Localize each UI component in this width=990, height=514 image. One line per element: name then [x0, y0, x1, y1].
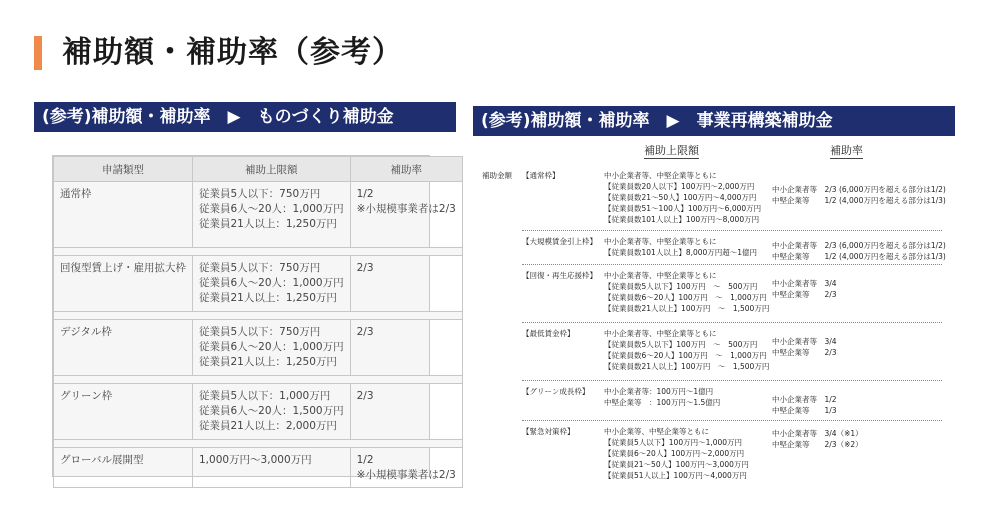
- rate-line: 1/2: [356, 454, 374, 466]
- row-limit: [193, 320, 351, 376]
- amount-line: 【従業員数6～20人】100万円 ～ 1,000万円: [604, 351, 767, 360]
- rate-line: 中小企業者等 3/4（※1）: [772, 429, 863, 438]
- amount-line: 【従業員数5人以下】100万円 ～ 500万円: [604, 282, 758, 291]
- title-accent-bar: [34, 36, 42, 70]
- amount-line: 【従業員数21～50人】100万円～4,000万円: [604, 193, 757, 202]
- limit-line: 従業員5人以下：750万円: [199, 188, 321, 200]
- rate-line: 2/3: [356, 390, 374, 402]
- limit-line: 従業員5人以下：1,000万円: [199, 390, 331, 402]
- table-row: [54, 384, 463, 440]
- rate-cell: [772, 428, 863, 450]
- row-gap: [54, 376, 463, 384]
- rate-line: 中小企業者等 3/4: [772, 337, 837, 346]
- limit-line: 従業員6人～20人：1,000万円: [199, 203, 344, 215]
- row-separator: [522, 264, 942, 265]
- row-gap-cell: [54, 248, 463, 256]
- table-header-row: [54, 157, 463, 182]
- amount-line: 中堅企業等 ：100万円～1.5億円: [604, 398, 721, 407]
- table-row: [54, 182, 463, 248]
- rate-line: 中小企業者等 3/4: [772, 279, 837, 288]
- amount-line: 【従業員数101人以上】8,000万円超～1億円: [604, 248, 758, 257]
- row-gap: [54, 440, 463, 448]
- row-limit: [193, 182, 351, 248]
- row-separator: [522, 420, 942, 421]
- rate-cell: [772, 184, 946, 206]
- row-type: グリーン枠: [54, 384, 193, 440]
- category-label: 【最低賃金枠】: [522, 329, 575, 338]
- limit-line: 従業員21人以上：1,250万円: [199, 218, 337, 230]
- rate-cell: [772, 336, 837, 358]
- amount-line: 【従業員21～50人】100万円～3,000万円: [604, 460, 749, 469]
- amount-line: 中小企業者等、中堅企業等ともに: [604, 271, 717, 280]
- rate-line: 2/3: [356, 262, 374, 274]
- rate-line: 2/3: [356, 326, 374, 338]
- header-type: 申請類型: [54, 157, 193, 182]
- row-rate: [350, 320, 462, 376]
- rate-line: 中堅企業等 1/2 (4,000万円を超える部分は1/3): [772, 252, 946, 261]
- row-gap-cell: [54, 312, 463, 320]
- row-type: デジタル枠: [54, 320, 193, 376]
- category-label: 【大規模賃金引上枠】: [522, 237, 597, 246]
- row-limit: [193, 384, 351, 440]
- header-limit: 補助上限額: [193, 157, 351, 182]
- rate-line: 中堅企業等 1/3: [772, 406, 837, 415]
- rate-cell: [772, 278, 837, 300]
- rate-line: ※小規模事業者は2/3: [356, 203, 456, 215]
- limit-line: 従業員21人以上：1,250万円: [199, 292, 337, 304]
- limit-line: 従業員21人以上：1,250万円: [199, 356, 337, 368]
- amount-line: 【従業員5人以下】100万円～1,000万円: [604, 438, 743, 447]
- row-separator: [522, 322, 942, 323]
- amount-line: 中小企業者等、中堅企業等ともに: [604, 171, 717, 180]
- row-type: グローバル展開型: [54, 448, 193, 488]
- category-label: 【回復・再生応援枠】: [522, 271, 597, 280]
- amount-line: 中小企業者等、中堅企業等ともに: [604, 329, 717, 338]
- amount-line: 中小企業者等、中堅企業等ともに: [604, 237, 717, 246]
- row-rate: [350, 182, 462, 248]
- rate-line: 中小企業者等 2/3 (6,000万円を超える部分は1/2): [772, 185, 946, 194]
- row-type: 通常枠: [54, 182, 193, 248]
- rate-line: 中堅企業等 2/3: [772, 348, 837, 357]
- table-row: [54, 320, 463, 376]
- saikouchiku-panel: [480, 140, 948, 512]
- limit-line: 従業員6人～20人：1,000万円: [199, 277, 344, 289]
- row-separator: [522, 230, 942, 231]
- rate-cell: [772, 240, 946, 262]
- rate-line: 中小企業者等 1/2: [772, 395, 837, 404]
- rate-line: 中小企業者等 2/3 (6,000万円を超える部分は1/2): [772, 241, 946, 250]
- amount-cell: [604, 426, 749, 481]
- limit-line: 従業員6人～20人：1,000万円: [199, 341, 344, 353]
- row-separator: [522, 380, 942, 381]
- amount-cell: [604, 236, 757, 258]
- row-gap: [54, 248, 463, 256]
- row-rate: [350, 384, 462, 440]
- rate-cell: [772, 394, 837, 416]
- category-label: 【通常枠】: [522, 171, 560, 180]
- row-gap-cell: [54, 376, 463, 384]
- header-rate: 補助率: [350, 157, 462, 182]
- rate-line: 中堅企業等 1/2 (4,000万円を超える部分は1/3): [772, 196, 946, 205]
- amount-cell: [604, 386, 720, 408]
- row-type: 回復型賃上げ・雇用拡大枠: [54, 256, 193, 312]
- amount-line: 中小企業者等：100万円～1億円: [604, 387, 714, 396]
- amount-line: 【従業員数5人以下】100万円 ～ 500万円: [604, 340, 758, 349]
- row-gap: [54, 312, 463, 320]
- monozukuri-table: [52, 155, 456, 481]
- amount-line: 【従業員数51～100人】100万円～6,000万円: [604, 204, 762, 213]
- amount-line: 中小企業等、中堅企業等ともに: [604, 427, 709, 436]
- saikouchiku-header-band: (参考)補助額・補助率 ▶ 事業再構築補助金: [473, 106, 955, 136]
- category-label: 【グリーン成長枠】: [522, 387, 590, 396]
- monozukuri-header-band: (参考)補助額・補助率 ▶ ものづくり補助金: [34, 102, 456, 132]
- amount-line: 【従業員数21人以上】100万円 ～ 1,500万円: [604, 362, 770, 371]
- rate-line: 中堅企業等 2/3（※2）: [772, 440, 863, 449]
- table-row: [54, 448, 463, 488]
- limit-line: 従業員5人以下：750万円: [199, 262, 321, 274]
- amount-cell: [604, 270, 769, 314]
- amount-line: 【従業員数20人以下】100万円～2,000万円: [604, 182, 755, 191]
- limit-line: 1,000万円～3,000万円: [199, 454, 312, 466]
- row-gap-cell: [54, 440, 463, 448]
- row-rate: [350, 256, 462, 312]
- table-row: [54, 256, 463, 312]
- rate-header: 補助率: [830, 144, 863, 157]
- amount-line: 【従業員数21人以上】100万円 ～ 1,500万円: [604, 304, 770, 313]
- limit-line: 従業員21人以上：2,000万円: [199, 420, 337, 432]
- rate-line: 1/2: [356, 188, 374, 200]
- amount-line: 【従業員数101人以上】100万円～8,000万円: [604, 215, 760, 224]
- rate-line: ※小規模事業者は2/3: [356, 469, 456, 481]
- amount-header: 補助上限額: [644, 144, 699, 157]
- page-title: 補助額・補助率（参考）: [62, 35, 403, 70]
- amount-line: 【従業員51人以上】100万円～4,000万円: [604, 471, 747, 480]
- limit-line: 従業員6人～20人：1,500万円: [199, 405, 344, 417]
- limit-line: 従業員5人以下：750万円: [199, 326, 321, 338]
- amount-cell: [604, 328, 769, 372]
- row-rate: [350, 448, 462, 488]
- subsidy-amount-label: 補助金額: [482, 171, 512, 180]
- row-limit: [193, 256, 351, 312]
- row-limit: [193, 448, 351, 488]
- amount-line: 【従業員6～20人】100万円～2,000万円: [604, 449, 745, 458]
- rate-line: 中堅企業等 2/3: [772, 290, 837, 299]
- amount-line: 【従業員数6～20人】100万円 ～ 1,000万円: [604, 293, 767, 302]
- amount-cell: [604, 170, 761, 225]
- category-label: 【緊急対策枠】: [522, 427, 575, 436]
